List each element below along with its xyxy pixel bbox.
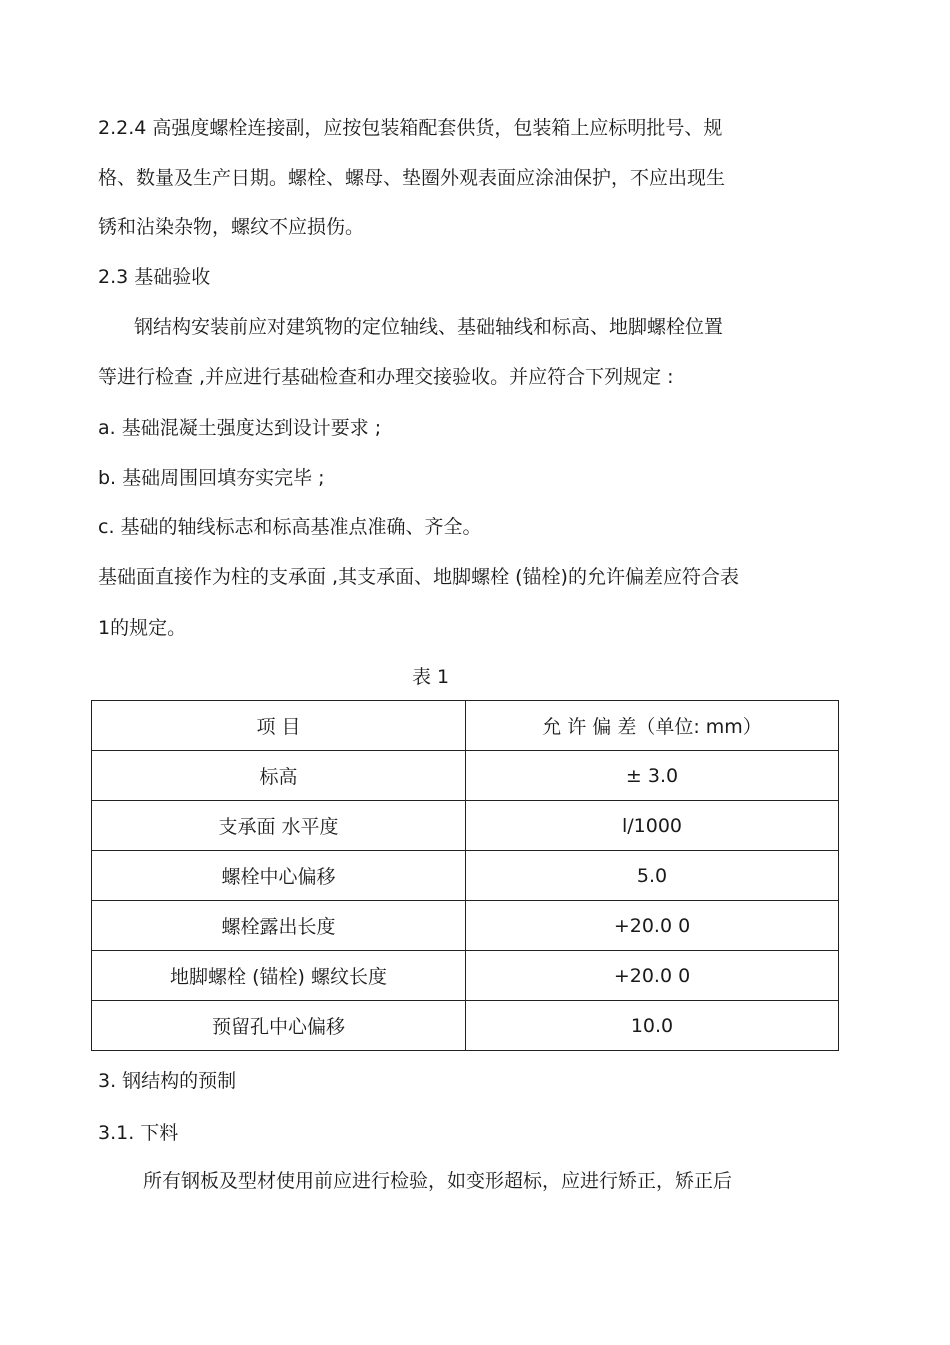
row-value: 10.0 bbox=[466, 1001, 839, 1051]
row-value: 5.0 bbox=[466, 851, 839, 901]
table-row bbox=[92, 751, 839, 801]
tolerance-table bbox=[91, 700, 839, 1051]
paragraph-base-line-1: 基础面直接作为柱的支承面 ,其支承面、地脚螺栓 (锚栓)的允许偏差应符合表 bbox=[98, 566, 739, 588]
header-tolerance: 允 许 偏 差（单位: mm） bbox=[466, 701, 839, 751]
table-caption: 表 1 bbox=[412, 666, 450, 688]
row-item: 支承面 水平度 bbox=[92, 801, 466, 851]
row-value: +20.0 0 bbox=[466, 951, 839, 1001]
section-heading-3-1: 3.1. 下料 bbox=[98, 1122, 179, 1144]
list-item-a: a. 基础混凝土强度达到设计要求 ; bbox=[98, 417, 382, 439]
header-item: 项 目 bbox=[92, 701, 466, 751]
list-item-c: c. 基础的轴线标志和标高基准点准确、齐全。 bbox=[98, 516, 482, 538]
table-row bbox=[92, 851, 839, 901]
section-heading-2-3: 2.3 基础验收 bbox=[98, 266, 211, 288]
table-header-row bbox=[92, 701, 839, 751]
paragraph-base-line-2: 1的规定。 bbox=[98, 617, 187, 639]
row-item: 预留孔中心偏移 bbox=[92, 1001, 466, 1051]
row-value: ± 3.0 bbox=[466, 751, 839, 801]
table-row bbox=[92, 801, 839, 851]
row-item: 标高 bbox=[92, 751, 466, 801]
paragraph-2-2-4-line-3: 锈和沾染杂物，螺纹不应损伤。 bbox=[98, 216, 365, 238]
table-row bbox=[92, 1001, 839, 1051]
paragraph-2-3-line-1: 钢结构安装前应对建筑物的定位轴线、基础轴线和标高、地脚螺栓位置 bbox=[134, 316, 724, 338]
table-row bbox=[92, 901, 839, 951]
paragraph-2-3-line-2: 等进行检查 ,并应进行基础检查和办理交接验收。并应符合下列规定 : bbox=[98, 366, 674, 388]
row-item: 螺栓中心偏移 bbox=[92, 851, 466, 901]
list-item-b: b. 基础周围回填夯实完毕 ; bbox=[98, 467, 325, 489]
row-value: l/1000 bbox=[466, 801, 839, 851]
paragraph-3-1-line-1: 所有钢板及型材使用前应进行检验，如变形超标，应进行矫正，矫正后 bbox=[143, 1170, 733, 1192]
paragraph-2-2-4-line-2: 格、数量及生产日期。螺栓、螺母、垫圈外观表面应涂油保护，不应出现生 bbox=[98, 167, 726, 189]
row-value: +20.0 0 bbox=[466, 901, 839, 951]
paragraph-2-2-4-line-1: 2.2.4 高强度螺栓连接副，应按包装箱配套供货，包装箱上应标明批号、规 bbox=[98, 117, 723, 139]
table-row bbox=[92, 951, 839, 1001]
row-item: 地脚螺栓 (锚栓) 螺纹长度 bbox=[92, 951, 466, 1001]
section-heading-3: 3. 钢结构的预制 bbox=[98, 1070, 237, 1092]
row-item: 螺栓露出长度 bbox=[92, 901, 466, 951]
